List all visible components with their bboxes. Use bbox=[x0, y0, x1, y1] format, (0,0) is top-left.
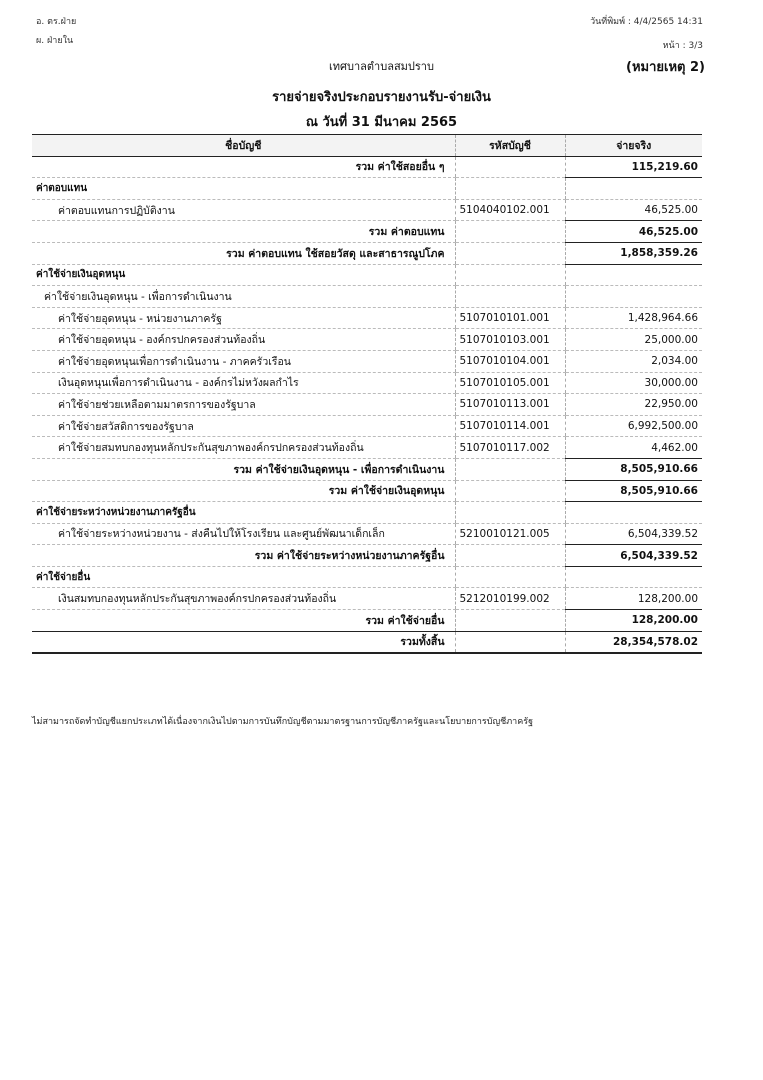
amount-cell: 115,219.60 bbox=[565, 156, 702, 178]
amount-cell bbox=[565, 566, 702, 588]
table-row bbox=[32, 545, 702, 567]
amount-cell: 46,525.00 bbox=[565, 199, 702, 221]
code-cell bbox=[455, 221, 565, 243]
table-row bbox=[32, 178, 702, 200]
account-cell: ค่าใช้จ่ายช่วยเหลือตามมาตรการของรัฐบาล bbox=[32, 394, 455, 416]
account-cell: รวม ค่าใช้จ่ายเงินอุดหนุน bbox=[32, 480, 455, 502]
table-row bbox=[32, 566, 702, 588]
table-row bbox=[32, 199, 702, 221]
account-cell: ค่าใช้จ่ายเงินอุดหนุน - เพื่อการดำเนินงาน bbox=[32, 286, 455, 308]
amount-cell bbox=[565, 178, 702, 200]
code-cell bbox=[455, 480, 565, 502]
amount-cell bbox=[565, 502, 702, 524]
header-topleft-1: อ. ตร.ฝ่าย bbox=[36, 17, 77, 27]
code-cell bbox=[455, 610, 565, 632]
note-label: (หมายเหตุ 2) bbox=[626, 60, 705, 75]
amount-cell: 2,034.00 bbox=[565, 350, 702, 372]
account-cell: ค่าใช้จ่ายระหว่างหน่วยงาน - ส่งคืนไปให้โรงเรียน และศูนย์พัฒนาเด็กเล็ก bbox=[32, 523, 455, 545]
report-subtitle: ณ วันที่ 31 มีนาคม 2565 bbox=[305, 115, 458, 130]
table-row bbox=[32, 610, 702, 632]
code-cell bbox=[455, 156, 565, 178]
amount-cell: 8,505,910.66 bbox=[565, 458, 702, 480]
amount-cell: 22,950.00 bbox=[565, 394, 702, 416]
amount-cell bbox=[565, 286, 702, 308]
code-cell: 5107010101.001 bbox=[455, 307, 565, 329]
account-cell: รวม ค่าใช้จ่ายอื่น bbox=[32, 610, 455, 632]
table-row bbox=[32, 415, 702, 437]
amount-cell: 128,200.00 bbox=[565, 588, 702, 610]
table-row bbox=[32, 394, 702, 416]
print-date: วันที่พิมพ์ : 4/4/2565 14:31 bbox=[590, 17, 703, 27]
expense-table bbox=[32, 134, 702, 654]
table-header-row bbox=[32, 135, 702, 157]
table-row bbox=[32, 307, 702, 329]
account-cell: ค่าตอบแทนการปฏิบัติงาน bbox=[32, 199, 455, 221]
code-cell bbox=[455, 502, 565, 524]
amount-cell: 25,000.00 bbox=[565, 329, 702, 351]
account-cell: ค่าใช้จ่ายสมทบกองทุนหลักประกันสุขภาพองค์กรปกครองส่วนท้องถิ่น bbox=[32, 437, 455, 459]
account-cell: เงินอุดหนุนเพื่อการดำเนินงาน - องค์กรไม่หวังผลกำไร bbox=[32, 372, 455, 394]
code-cell bbox=[455, 264, 565, 286]
footer-note: ไม่สามารถจัดทำบัญชีแยกประเภทได้เนื่องจากเงินไปตามการบันทึกบัญชีตามมาตรฐานการบัญชีภาครัฐและนโยบายการบัญชีภาครัฐ bbox=[32, 717, 534, 727]
table-row bbox=[32, 286, 702, 308]
account-cell: ค่าใช้จ่ายสวัสดิการของรัฐบาล bbox=[32, 415, 455, 437]
account-cell: ค่าใช้จ่ายอุดหนุน - องค์กรปกครองส่วนท้องถิ่น bbox=[32, 329, 455, 351]
account-cell: ค่าใช้จ่ายอุดหนุน - หน่วยงานภาครัฐ bbox=[32, 307, 455, 329]
code-cell: 5212010199.002 bbox=[455, 588, 565, 610]
code-cell: 5107010117.002 bbox=[455, 437, 565, 459]
account-cell: ค่าใช้จ่ายเงินอุดหนุน bbox=[32, 264, 455, 286]
table-row bbox=[32, 242, 702, 264]
code-cell: 5107010103.001 bbox=[455, 329, 565, 351]
amount-cell: 128,200.00 bbox=[565, 610, 702, 632]
table-row bbox=[32, 156, 702, 178]
code-cell bbox=[455, 631, 565, 653]
amount-cell: 8,505,910.66 bbox=[565, 480, 702, 502]
account-cell: ค่าใช้จ่ายระหว่างหน่วยงานภาครัฐอื่น bbox=[32, 502, 455, 524]
amount-cell bbox=[565, 264, 702, 286]
code-cell: 5107010104.001 bbox=[455, 350, 565, 372]
code-cell bbox=[455, 178, 565, 200]
amount-cell: 46,525.00 bbox=[565, 221, 702, 243]
code-cell: 5107010113.001 bbox=[455, 394, 565, 416]
table-row bbox=[32, 458, 702, 480]
code-cell bbox=[455, 286, 565, 308]
amount-cell: 1,428,964.66 bbox=[565, 307, 702, 329]
page-number: หน้า : 3/3 bbox=[662, 41, 703, 51]
code-cell: 5107010114.001 bbox=[455, 415, 565, 437]
account-cell: รวม ค่าใช้จ่ายเงินอุดหนุน - เพื่อการดำเนินงาน bbox=[32, 458, 455, 480]
amount-cell: 6,504,339.52 bbox=[565, 545, 702, 567]
table-row bbox=[32, 329, 702, 351]
amount-cell: 28,354,578.02 bbox=[565, 631, 702, 653]
account-cell: รวมทั้งสิ้น bbox=[32, 631, 455, 653]
table-row bbox=[32, 588, 702, 610]
account-cell: ค่าใช้จ่ายอื่น bbox=[32, 566, 455, 588]
col-header-amount: จ่ายจริง bbox=[565, 135, 702, 157]
amount-cell: 1,858,359.26 bbox=[565, 242, 702, 264]
header-topleft-2: ผ. ฝ่ายใน bbox=[36, 36, 74, 46]
code-cell bbox=[455, 242, 565, 264]
code-cell: 5210010121.005 bbox=[455, 523, 565, 545]
table-row bbox=[32, 631, 702, 653]
amount-cell: 6,992,500.00 bbox=[565, 415, 702, 437]
account-cell: รวม ค่าตอบแทน ใช้สอยวัสดุ และสาธารณูปโภค bbox=[32, 242, 455, 264]
code-cell bbox=[455, 458, 565, 480]
account-cell: รวม ค่าใช้จ่ายระหว่างหน่วยงานภาครัฐอื่น bbox=[32, 545, 455, 567]
code-cell bbox=[455, 566, 565, 588]
table-row bbox=[32, 350, 702, 372]
col-header-account: ชื่อบัญชี bbox=[32, 135, 455, 157]
amount-cell: 30,000.00 bbox=[565, 372, 702, 394]
amount-cell: 4,462.00 bbox=[565, 437, 702, 459]
table-row bbox=[32, 264, 702, 286]
table-row bbox=[32, 523, 702, 545]
table-row bbox=[32, 372, 702, 394]
amount-cell: 6,504,339.52 bbox=[565, 523, 702, 545]
table-row bbox=[32, 437, 702, 459]
report-title: รายจ่ายจริงประกอบรายงานรับ-จ่ายเงิน bbox=[272, 90, 491, 105]
table-row bbox=[32, 502, 702, 524]
code-cell: 5107010105.001 bbox=[455, 372, 565, 394]
col-header-code: รหัสบัญชี bbox=[455, 135, 565, 157]
table-row bbox=[32, 221, 702, 243]
table-row bbox=[32, 480, 702, 502]
code-cell bbox=[455, 545, 565, 567]
code-cell: 5104040102.001 bbox=[455, 199, 565, 221]
account-cell: ค่าใช้จ่ายอุดหนุนเพื่อการดำเนินงาน - ภาคครัวเรือน bbox=[32, 350, 455, 372]
organization-name: เทศบาลตำบลสมปราบ bbox=[329, 60, 434, 73]
account-cell: รวม ค่าใช้สอยอื่น ๆ bbox=[32, 156, 455, 178]
account-cell: รวม ค่าตอบแทน bbox=[32, 221, 455, 243]
account-cell: เงินสมทบกองทุนหลักประกันสุขภาพองค์กรปกครองส่วนท้องถิ่น bbox=[32, 588, 455, 610]
account-cell: ค่าตอบแทน bbox=[32, 178, 455, 200]
